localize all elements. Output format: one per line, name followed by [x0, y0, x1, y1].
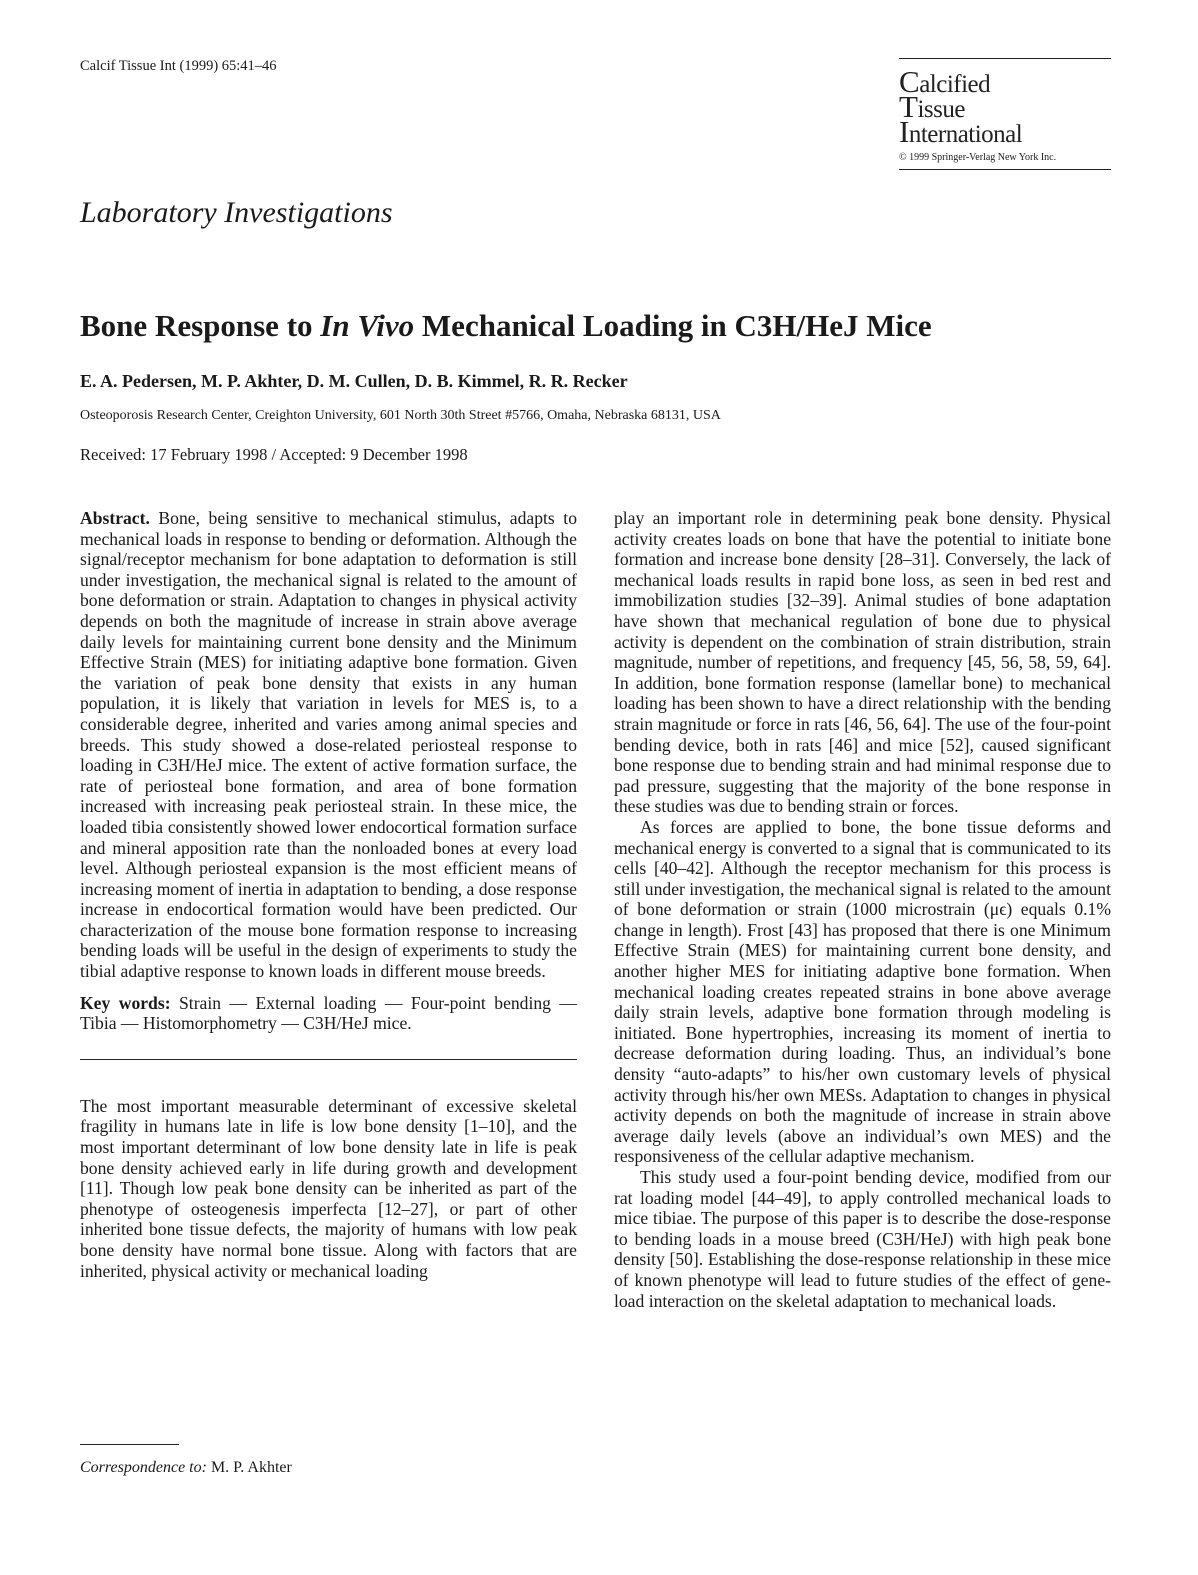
- logo-line-1: Calcified: [899, 64, 991, 99]
- author-list: E. A. Pedersen, M. P. Akhter, D. M. Cullen, D. B. Kimmel, R. R. Recker: [80, 371, 628, 391]
- affiliation: Osteoporosis Research Center, Creighton University, 601 North 30th Street #5766, Omaha, Nebraska 68131, USA: [80, 408, 721, 423]
- right-column: [614, 508, 1111, 1311]
- body-paragraph-1: play an important role in determining peak bone density. Physical activity creates loads on bone that have the potential to initiate bone formation and increase bone density [28–31]. Conversely, the lack of mechanical loads results in rapid bone loss, as seen in bed rest and immobilization studies [32–39]. Animal studies of bone adaptation have shown that mechanical regulation of bone due to physical activity is dependent on the combination of strain distribution, strain magnitude, number of repetitions, and frequency [45, 56, 58, 59, 64]. In addition, bone formation response (lamellar bone) to mechanical loading has been shown to have a direct relationship with the bending strain magnitude or force in rats [46, 56, 64]. The use of the four-point bending device, both in rats [46] and mice [52], caused significant bone response due to bending strain and had minimal response due to pad pressure, suggesting that the majority of the bone response in these studies was due to bending strain or forces.: [614, 508, 1111, 817]
- abstract-divider: [80, 1059, 577, 1060]
- body-paragraph-3: This study used a four-point bending device, modified from our rat loading model [44–49], to apply controlled mechanical loads to mice tibiae. The purpose of this paper is to describe the dose-response to bending loads in a mouse breed (C3H/HeJ) with high peak bone density [50]. Establishing the dose-response relationship in these mice of known phenotype will lead to future studies of the effect of gene-load interaction on the skeletal adaptation to mechanical loads.: [614, 1167, 1111, 1311]
- logo-line-3: International: [899, 114, 1023, 149]
- footnote-rule: [80, 1444, 179, 1445]
- keywords-label: Key words:: [80, 992, 171, 1013]
- correspondence-label: Correspondence to:: [80, 1459, 207, 1476]
- abstract-text: Bone, being sensitive to mechanical stimulus, adapts to mechanical loads in response to bending or deformation. Although the signal/receptor mechanism for bone adaptation to deformation is still under investigation, the mechanical signal is related to the amount of bone deformation or strain. Adaptation to changes in physical activity depends on both the magnitude of increase in strain above average daily levels for maintaining current bone density and the Minimum Effective Strain (MES) for initiating adaptive bone formation. Given the variation of peak bone density that exists in any human population, it is likely that variation in levels for MES is, to a considerable degree, inherited and varies among animal species and breeds. This study showed a dose-related periosteal response to loading in C3H/HeJ mice. The extent of active formation surface, the rate of periosteal bone formation, and area of bone formation increased with increasing peak periosteal strain. In these mice, the loaded tibia consistently showed lower endocortical formation surface and mineral apposition rate than the nonloaded bones at every load level. Although periosteal expansion is the most efficient means of increasing moment of inertia in adaptation to bending, a dose response increase in endocortical formation would have been predicted. Our characterization of the mouse bone formation response to increasing bending loads will be useful in the design of experiments to study the tibial adaptive response to known loads in different mouse breeds.: [80, 508, 577, 982]
- journal-citation: Calcif Tissue Int (1999) 65:41–46: [80, 58, 277, 74]
- logo-bottom-rule: [899, 169, 1111, 170]
- left-column: [80, 508, 577, 1281]
- abstract: [80, 508, 577, 982]
- abstract-label: Abstract.: [80, 508, 150, 528]
- section-label: Laboratory Investigations: [80, 196, 393, 229]
- received-accepted-dates: Received: 17 February 1998 / Accepted: 9 December 1998: [80, 445, 468, 464]
- keywords: [80, 993, 577, 1034]
- keywords-text: Strain — External loading — Four-point bending — Tibia — Histomorphometry — C3H/HeJ mice.: [80, 992, 578, 1034]
- body-paragraph-2: As forces are applied to bone, the bone tissue deforms and mechanical energy is converted to a signal that is communicated to its cells [40–42]. Although the receptor mechanism for this process is still under investigation, the mechanical signal is related to the amount of bone deformation or strain (1000 microstrain (μϵ) equals 0.1% change in length). Frost [43] has proposed that there is one Minimum Effective Strain (MES) for maintaining current bone density, and another higher MES for initiating adaptive bone formation. When mechanical loading creates repeated strains in bone above average daily strain levels, adaptive bone formation through modeling is initiated. Bone hypertrophies, increasing its moment of inertia to decrease deformation during loading. Thus, an individual’s bone density “auto-adapts” to his/her own customary levels of physical activity through his/her own MESs. Adaptation to changes in physical activity depends on both the magnitude of increase in strain above average daily levels (above an individual’s own MES) and the responsiveness of the cellular adaptive mechanism.: [614, 816, 1111, 1167]
- body-paragraph-intro: The most important measurable determinant of excessive skeletal fragility in humans late in life is low bone density [1–10], and the most important determinant of low bone density late in life is peak bone density achieved early in life during growth and development [11]. Though low peak bone density can be inherited as part of the phenotype of osteogenesis imperfecta [12–27], or part of other inherited bone tissue defects, the majority of humans with low peak bone density have normal bone tissue. Along with factors that are inherited, physical activity or mechanical loading: [80, 1095, 577, 1281]
- correspondence-footnote: [80, 1459, 292, 1477]
- journal-logo: [899, 58, 1111, 170]
- logo-line-2: Tissue: [899, 89, 965, 124]
- logo-copyright: © 1999 Springer-Verlag New York Inc.: [899, 152, 1057, 163]
- article-title: Bone Response to In Vivo Mechanical Loading in C3H/HeJ Mice: [80, 308, 932, 343]
- correspondence-name: M. P. Akhter: [210, 1459, 292, 1476]
